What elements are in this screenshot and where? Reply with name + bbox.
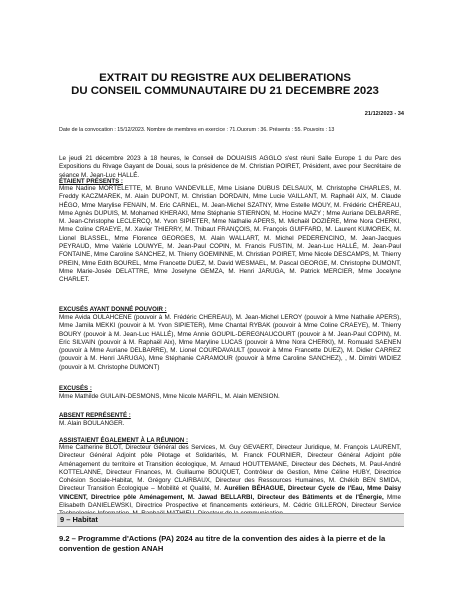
document-title-line1: EXTRAIT DU REGISTRE AUX DELIBERATIONS (99, 72, 351, 84)
excuses-pouvoir-heading: EXCUSÉS AYANT DONNÉ POUVOIR : (59, 306, 167, 313)
section-bar (57, 513, 404, 527)
assistaient-text-2: Mme Elisabeth DANIELEWSKI, Directrice Prospective et financements extérieurs, M. Cédric GILLERON, Directeur Service (59, 493, 401, 510)
assistaient-text-1: Mme Catherine BLOT, Directeur Général des Services, M. Guy GEVAERT, Directeur Juridique, M. François LAURENT, Directeur Général Adjoint pôle Pilotage et Solidarités, M. Franck FOURNIER, Directeur Général Adjoint pôle Aménagement du territoire et Transition écologique, M. Arnaud HOUTTEMANE, Directeur des Déchets, M. Paul-André KOTTELANNE, Directeur Finances, M. Guillaume BOUQUET, Contrôleur de Gestion, Mme Céline HUBY, Directrice Cohésion Sociale-Habitat, M. Grégory CLAIRBAUX, Directeur des Ressources Humaines, M. Chékib BEN SMIDA, Directeur Transition Écologique – Mobilité et Qualité, M. (59, 444, 401, 493)
assistaient-list (59, 444, 401, 519)
assistaient-text-bold: Aurélien BÉHAGUE, Directeur Cycle de l'Eau, Mme Daisy VINCENT, Directrice pôle Aménagement, M. Jawad BELLARBI, Directeur des Bâtiments et de l'Énergie, (59, 485, 402, 501)
absent-heading: ABSENT REPRÉSENTÉ : (59, 412, 131, 419)
section-label: 9 – Habitat (60, 515, 98, 524)
section-subtitle: 9.2 – Programme d'Actions (PA) 2024 au titre de la convention des aides à la pierre et de la convention de gestion ANAH (59, 534, 386, 553)
presents-heading: ÉTAIENT PRÉSENTS : (59, 178, 123, 185)
excuses-pouvoir-list: Mme Avida OULAHCENE (pouvoir à M. Frédéric CHEREAU), M. Jean-Michel LEROY (pouvoir à Mme Nathalie APERS), Mme Jamila MEKKI (pouvoir à M. Yvon SIPIETER), Mme Chantal RYBAK (pouvoir à Mme Coline CRAEYE), M. Thierry BOURY (pouvoir à M. Jean-Luc HALLÉ), Mme Annie GOUPIL-DEREGNAUCOURT (pouvoir à M. Jean-Paul COPIN), M. Eric SILVAIN (pouvoir à M. Raphaël Aix), Mme Maryline LUCAS (pouvoir à Mme Nora CHERKI), M. Romuald SAENEN (pouvoir à Mme Auriane DELBARRE), M. Lionel COURDAVAULT (pouvoir à Mme Francette DUEZ), M. Didier CARREZ (pouvoir à M. Henri JARUGA), Mme Stéphanie CARAMOUR (pouvoir à Mme Caroline SANCHEZ), , M. Dimitri WIDIEZ (pouvoir à M. Christophe DUMONT) (59, 314, 401, 371)
assistaient-heading: ASSISTAIENT ÉGALEMENT À LA RÉUNION : (59, 437, 188, 444)
presents-list: Mme Nadine MORTELETTE, M. Bruno VANDEVILLE, Mme Lisiane DUBUS DELSAUX, M. Christophe CHARLES, M. Freddy KACZMAREK, M. Alain DUPONT, M. Christian DORDAIN, Mme Lucie VAILLANT, M. Raphaël AIX, M. Claude HÉGO, Mme Marylise FENAIN, M. Eric CARNEL, M. Jean-Michel SZATNY, Mme Estelle MOUY, M. Frédéric CHÉREAU, Mme Agnès DUPUIS, M. Mohamed KHERAKI, Mme Stéphanie STIERNON, M. Hocine MAZY ; Mme Auriane DELBARRE, M. Jean-Christophe LECLERCQ, M. Yvon SIPIETER, Mme Nathalie APERS, M. Michaël DOZIÈRE, Mme Nora CHERKI, Mme Coline CRAEYE, M. Xavier THIERRY, M. Thibaut FRANÇOIS, M. François GUIFFARD, M. Laurent KUMOREK, M. Lionel BLASSEL, Mme Florence GEORGES, M. Alain WALLART, M. Michel PEDERENCINO, M. Jean-Jacques PEYRAUD, Mme Valérie LOUWYE, M. Jean-Paul COPIN, M. Francis FUSTIN, M. Jean-Luc HALLÉ, M. Jean-Paul FONTAINE, Mme Caroline SANCHEZ, M. Thierry GOEMINNE, M. Christian POIRET, Mme Nicole DESCAMPS, M. Thierry PREIN, Mme Edith BOUREL, Mme Francette DUEZ, M. David WESMAEL, M. Pascal GEORGE, M. Christophe DUMONT, Mme Marie-Josée DELATTRE, Mme Joselyne GEMZA, M. Henri JARUGA, M. Patrick MERCIER, Mme Jocelyne CHARLET. (59, 185, 401, 284)
deliberation-reference: 21/12/2023 - 34 (364, 111, 404, 117)
document-title-line2: DU CONSEIL COMMUNAUTAIRE DU 21 DECEMBRE 2023 (71, 85, 379, 97)
excuses-list: Mme Mathilde GUILAIN-DESMONS, Mme Nicole MARFIL, M. Alain MENSION. (59, 393, 280, 400)
absent-list: M. Alain BOULANGER. (59, 420, 125, 427)
intro-paragraph: Le jeudi 21 décembre 2023 à 18 heures, le Conseil de DOUAISIS AGGLO s'est réuni Salle Europe 1 du Parc des Expositions du Rivage Gayant de Douai, sous la présidence de M. Christian POIRET, Président, avec pour Secrétaire de séance M. Jean-Luc HALLÉ. (59, 155, 401, 179)
excuses-heading: EXCUSÉS : (59, 385, 92, 392)
convocation-info: Date de la convocation : 15/12/2023. Nombre de membres en exercice : 71.Ouorum : 36. Présents : 55. Pouvoirs : 13 (59, 127, 335, 133)
